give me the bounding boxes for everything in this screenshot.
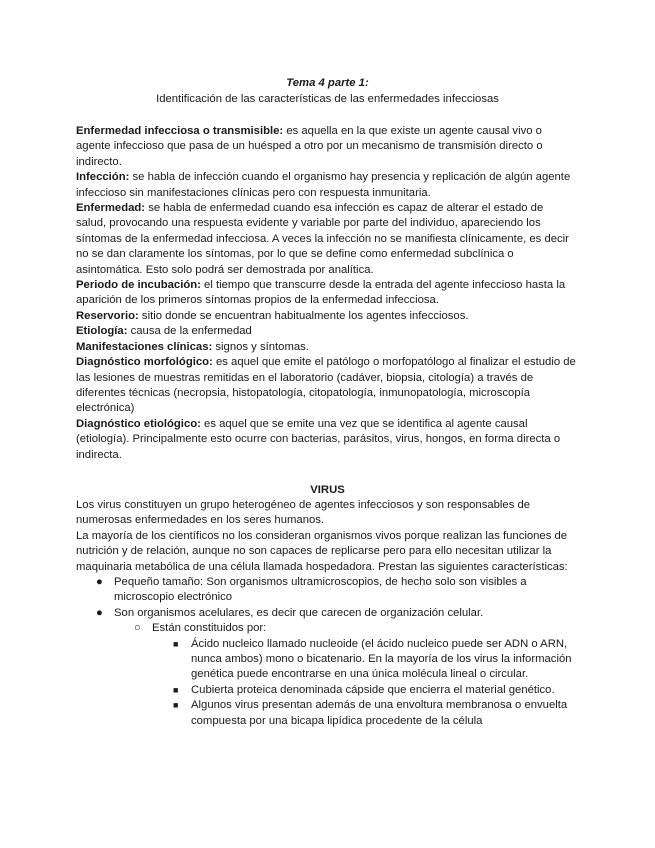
- definition-text: causa de la enfermedad: [127, 325, 252, 338]
- square-bullet-text: Ácido nucleico llamado nucleoide (el ácido nucleico puede ser ADN o ARN, nunca ambos) mono o bicatenario. En la mayoría de los virus la información genética puede encontrarse en una única molécula lineal o circular.: [191, 637, 572, 681]
- definition-term: Diagnóstico morfológico:: [76, 356, 213, 369]
- definition-text: se habla de infección cuando el organismo hay presencia y replicación de algún agente infeccioso sin manifestaciones clínicas pero con respuesta inmunitaria.: [76, 171, 571, 199]
- definition-item: [76, 201, 576, 278]
- virus-heading: VIRUS: [310, 484, 345, 496]
- square-marker-icon: ■: [173, 700, 179, 711]
- definition-item: [76, 324, 576, 339]
- definition-item: [76, 278, 576, 309]
- definition-item: [76, 417, 576, 463]
- definition-item: [76, 309, 576, 324]
- sub-bullet-text: Están constituidos por:: [152, 622, 267, 635]
- definition-text: el tiempo que transcurre desde la entrada del agente infeccioso hasta la aparición de los primeros síntomas propios de la enfermedad infecciosa.: [76, 279, 566, 307]
- definition-item: [76, 170, 576, 201]
- definition-text: es aquel que se emite una vez que se identifica al agente causal (etiología). Principalmente esto ocurre con bacterias, parásitos, virus, hongos, en forma directa o indirecta.: [76, 417, 561, 461]
- square-bullet-text: Cubierta proteica denominada cápside que encierra el material genético.: [191, 683, 555, 696]
- sub-bullet-item: [134, 621, 586, 636]
- square-bullet-item: [173, 698, 586, 729]
- square-bullet-text: Algunos virus presentan además de una envoltura membranosa o envuelta compuesta por una bicapa lipídica procedente de la célula: [191, 699, 568, 727]
- document-subtitle: Identificación de las características de las enfermedades infecciosas: [156, 93, 499, 105]
- virus-paragraph: Los virus constituyen un grupo heterogéneo de agentes infecciosos y son responsables de numerosas enfermedades en los seres humanos.: [76, 499, 531, 527]
- square-bullet-item: [173, 683, 586, 698]
- definition-term: Etiología:: [76, 325, 128, 338]
- definitions-block: [76, 124, 576, 463]
- definition-text: sitio donde se encuentran habitualmente los agentes infecciosos.: [138, 309, 469, 322]
- bullet-marker-icon: ●: [96, 576, 103, 589]
- definition-term: Infección:: [76, 171, 130, 184]
- definition-item: [76, 340, 576, 355]
- bullet-text: Son organismos acelulares, es decir que carecen de organización celular.: [114, 606, 484, 619]
- definition-term: Diagnóstico etiológico:: [76, 417, 201, 430]
- bullet-text: Pequeño tamaño: Son organismos ultramicroscopios, de hecho solo son visibles a microscopio electrónico: [114, 576, 527, 604]
- definition-text: es aquella en la que existe un agente causal vivo o agente infeccioso que pasa de un huésped a otro por un mecanismo de transmisión directo o indirecto.: [76, 125, 543, 168]
- bullet-item: [96, 575, 586, 606]
- virus-paragraph: La mayoría de los científicos no los consideran organismos vivos porque realizan las funciones de nutrición y de relación, aunque no son capaces de replicarse pero para ello necesitan utilizar la maquinaria metabólica de una célula llamada hospedadora. Prestan las siguientes características:: [76, 529, 568, 573]
- definition-term: Enfermedad:: [76, 202, 146, 215]
- definition-item: [76, 124, 576, 170]
- definition-term: Manifestaciones clínicas:: [76, 340, 213, 353]
- square-marker-icon: ■: [173, 638, 179, 649]
- definition-item: [76, 355, 576, 417]
- circle-marker-icon: ○: [134, 622, 141, 635]
- bullet-marker-icon: ●: [96, 606, 103, 619]
- virus-section: [76, 498, 586, 729]
- square-marker-icon: ■: [173, 684, 179, 695]
- definition-text: es aquel que emite el patólogo o morfopatólogo al finalizar el estudio de las lesiones de muestras remitidas en el laboratorio (cadáver, biopsia, citología) a través de diferentes técnicas (necropsia, histopatología, citopatología, inmunopatología, microscopía electrónica): [76, 356, 576, 415]
- definition-text: se habla de enfermedad cuando esa infección es capaz de alterar el estado de salud, provocando una respuesta evidente y variable por parte del individuo, apareciendo los síntomas de la enfermedad infecciosa. A veces la infección no se manifiesta clínicamente, es decir no se dan claramente los síntomas, por lo que se define como enfermedad subclínica o asintomática. Esto solo podrá ser demostrada por analítica.: [76, 202, 569, 276]
- square-bullet-item: [173, 637, 586, 683]
- definition-text: signos y síntomas.: [212, 340, 309, 353]
- definition-term: Periodo de incubación:: [76, 279, 201, 292]
- document-title: Tema 4 parte 1:: [286, 77, 369, 89]
- definition-term: Reservorio:: [76, 309, 139, 322]
- definition-term: Enfermedad infecciosa o transmisible:: [76, 125, 284, 137]
- bullet-item: [96, 606, 586, 621]
